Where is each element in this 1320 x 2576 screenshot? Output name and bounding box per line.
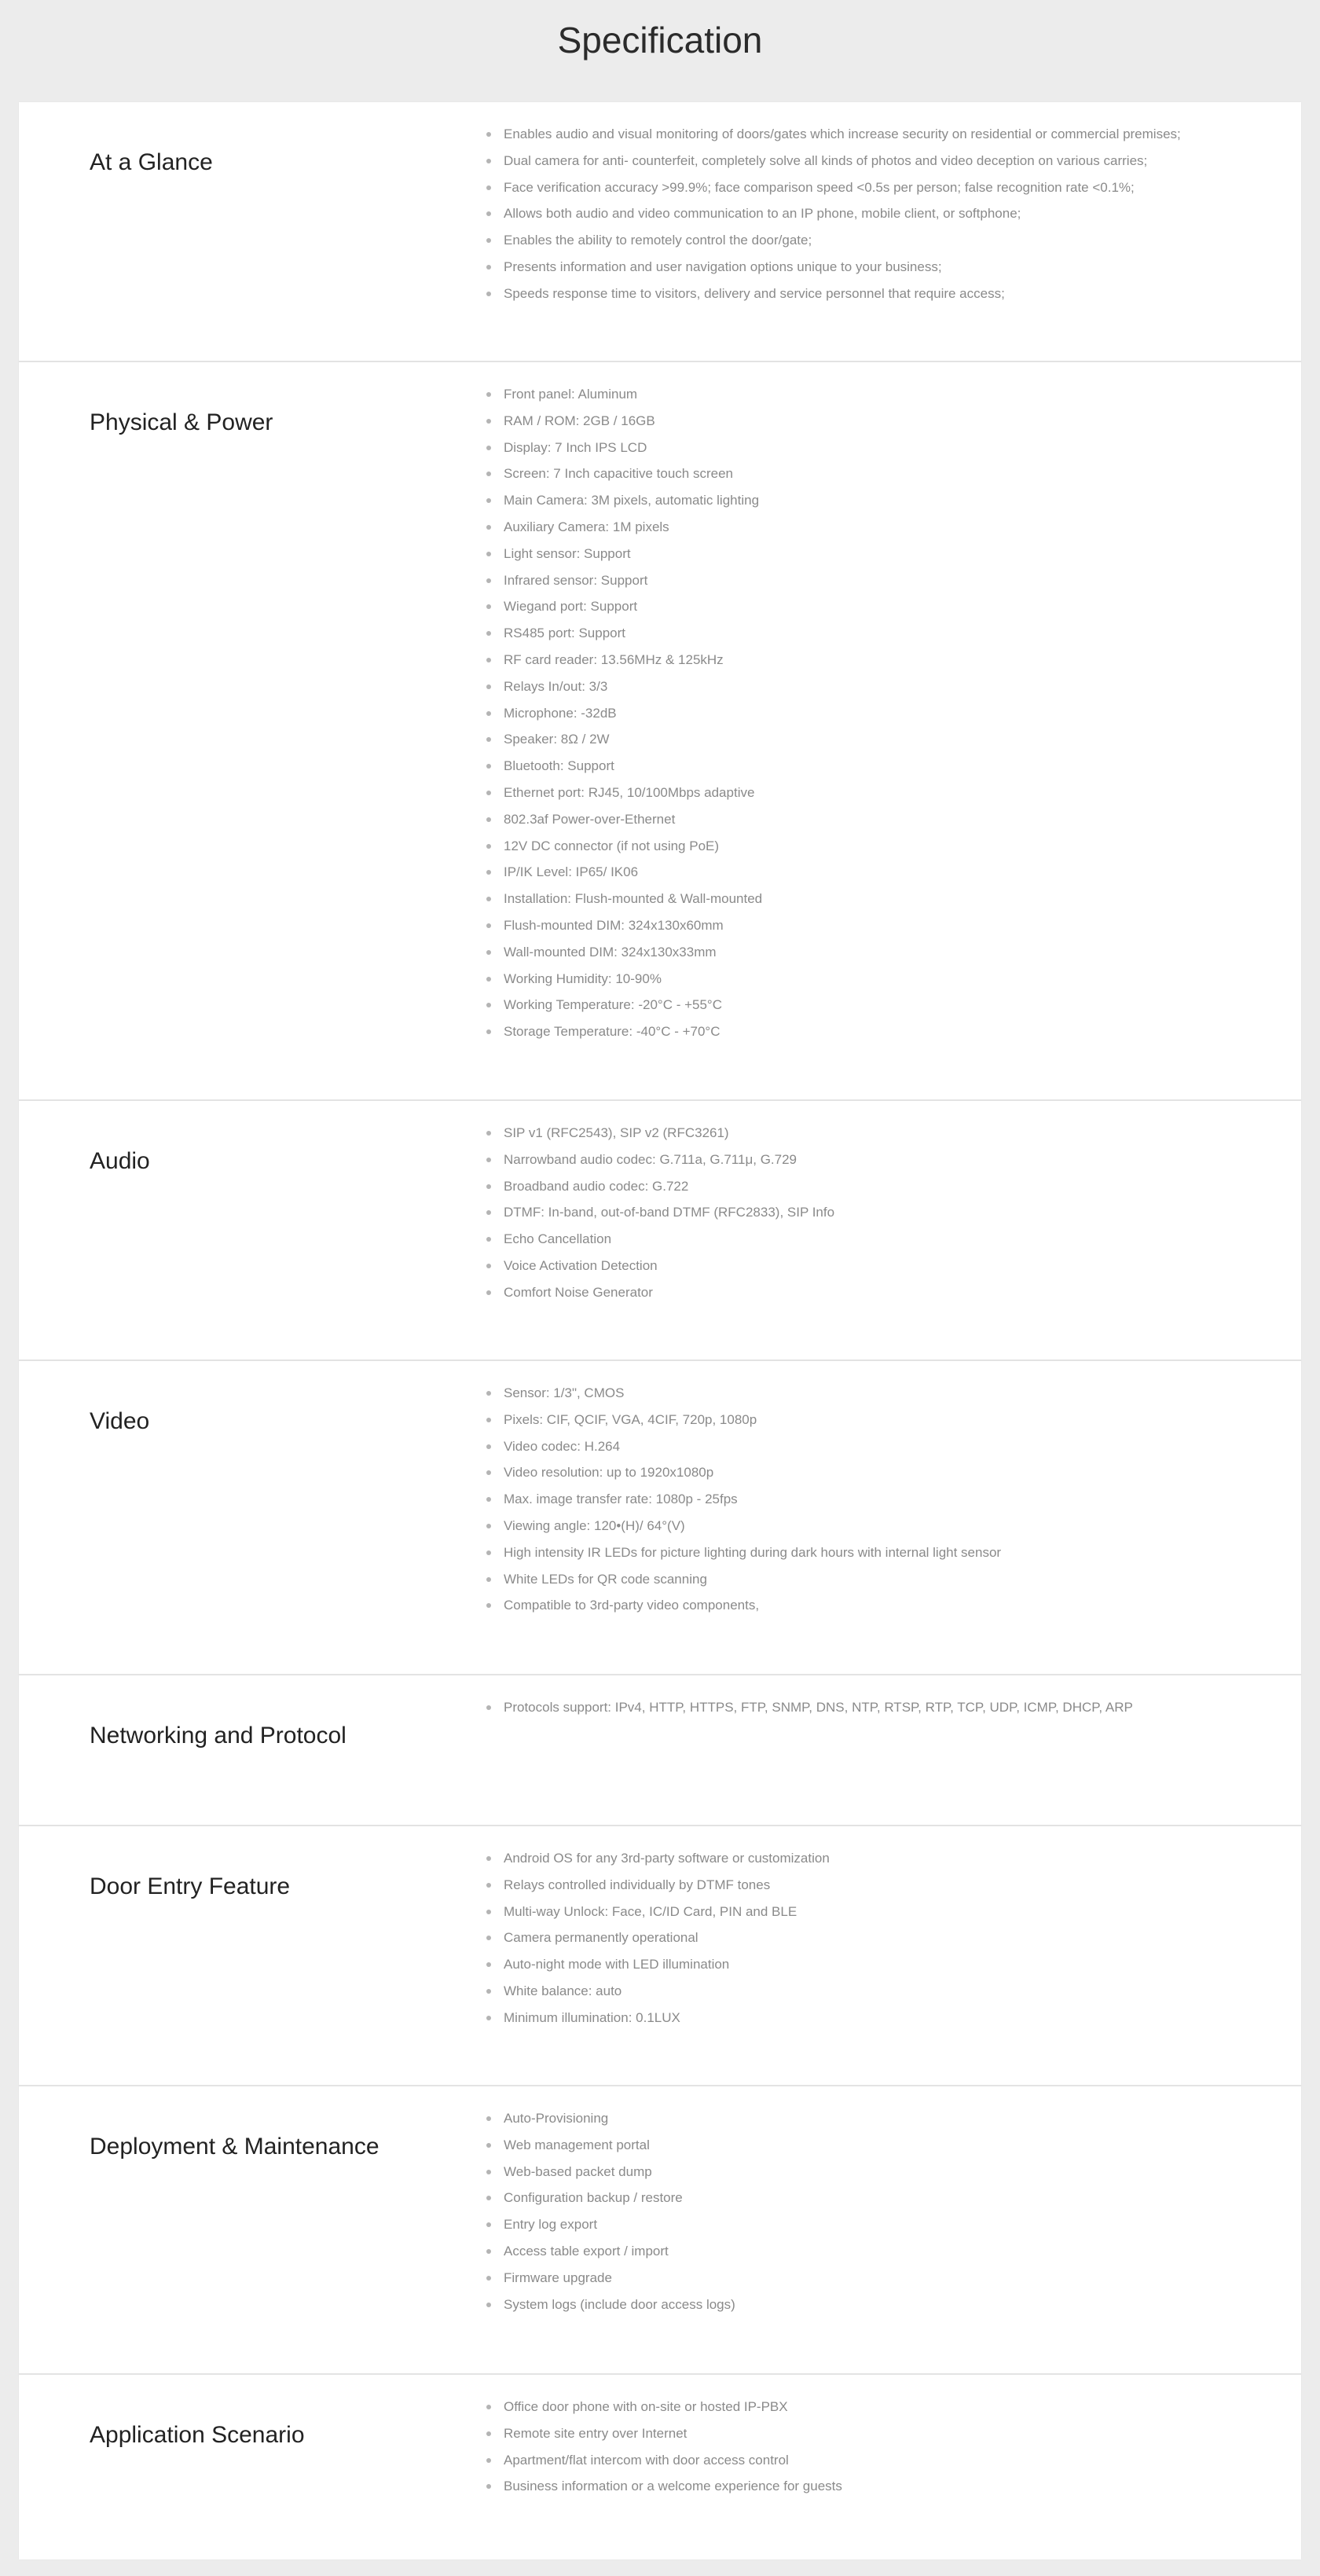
section-title: Deployment & Maintenance xyxy=(90,2134,380,2160)
list-item: Echo Cancellation xyxy=(504,1226,1301,1253)
list-item: Web management portal xyxy=(504,2132,1301,2159)
list-item: Working Temperature: -20°C - +55°C xyxy=(504,992,1301,1018)
list-item: Speaker: 8Ω / 2W xyxy=(504,726,1301,753)
list-item: Narrowband audio codec: G.711a, G.711μ, G.729 xyxy=(504,1147,1301,1173)
list-item: Business information or a welcome experience for guests xyxy=(504,2473,1301,2500)
list-item: Screen: 7 Inch capacitive touch screen xyxy=(504,461,1301,487)
list-item: Android OS for any 3rd-party software or customization xyxy=(504,1845,1301,1872)
list-item: Microphone: -32dB xyxy=(504,700,1301,727)
list-item: Relays In/out: 3/3 xyxy=(504,673,1301,700)
list-item: RAM / ROM: 2GB / 16GB xyxy=(504,408,1301,435)
list-item: RF card reader: 13.56MHz & 125kHz xyxy=(504,647,1301,673)
list-item: Max. image transfer rate: 1080p - 25fps xyxy=(504,1486,1301,1513)
feature-list xyxy=(413,362,1301,1099)
feature-list xyxy=(413,1361,1301,1674)
list-item: Pixels: CIF, QCIF, VGA, 4CIF, 720p, 1080p xyxy=(504,1407,1301,1433)
list-item: Dual camera for anti- counterfeit, completely solve all kinds of photos and video deception on various carries; xyxy=(504,148,1301,174)
list-item: Working Humidity: 10-90% xyxy=(504,966,1301,993)
list-item: Relays controlled individually by DTMF tones xyxy=(504,1872,1301,1899)
feature-list xyxy=(413,2086,1301,2373)
list-item: IP/IK Level: IP65/ IK06 xyxy=(504,859,1301,886)
list-item: Video codec: H.264 xyxy=(504,1433,1301,1460)
section-video xyxy=(19,1361,1301,1675)
list-item: Broadband audio codec: G.722 xyxy=(504,1173,1301,1200)
list-item: Main Camera: 3M pixels, automatic lighting xyxy=(504,487,1301,514)
list-item: SIP v1 (RFC2543), SIP v2 (RFC3261) xyxy=(504,1120,1301,1147)
list-item: Infrared sensor: Support xyxy=(504,567,1301,594)
specification-card xyxy=(19,102,1301,2559)
list-item: Storage Temperature: -40°C - +70°C xyxy=(504,1018,1301,1045)
list-item: Enables the ability to remotely control the door/gate; xyxy=(504,227,1301,254)
list-item: Auxiliary Camera: 1M pixels xyxy=(504,514,1301,541)
list-item: Installation: Flush-mounted & Wall-mounted xyxy=(504,886,1301,912)
feature-list xyxy=(413,102,1301,361)
section-door-entry-feature xyxy=(19,1826,1301,2086)
list-item: Protocols support: IPv4, HTTP, HTTPS, FTP, SNMP, DNS, NTP, RTSP, RTP, TCP, UDP, ICMP, DHCP, ARP xyxy=(504,1694,1301,1721)
section-deployment-maintenance xyxy=(19,2086,1301,2375)
list-item: Bluetooth: Support xyxy=(504,753,1301,780)
list-item: Web-based packet dump xyxy=(504,2159,1301,2185)
list-item: Access table export / import xyxy=(504,2238,1301,2265)
list-item: Light sensor: Support xyxy=(504,541,1301,567)
list-item: Entry log export xyxy=(504,2211,1301,2238)
list-item: Enables audio and visual monitoring of doors/gates which increase security on residential or commercial premises; xyxy=(504,121,1301,148)
section-title: Audio xyxy=(90,1148,150,1174)
list-item: System logs (include door access logs) xyxy=(504,2292,1301,2318)
list-item: Video resolution: up to 1920x1080p xyxy=(504,1459,1301,1486)
list-item: Viewing angle: 120•(H)/ 64°(V) xyxy=(504,1513,1301,1539)
feature-list xyxy=(413,1101,1301,1360)
feature-list xyxy=(413,2375,1301,2559)
list-item: High intensity IR LEDs for picture lighting during dark hours with internal light sensor xyxy=(504,1539,1301,1566)
feature-list xyxy=(413,1826,1301,2085)
list-item: DTMF: In-band, out-of-band DTMF (RFC2833), SIP Info xyxy=(504,1199,1301,1226)
list-item: 12V DC connector (if not using PoE) xyxy=(504,833,1301,860)
list-item: Allows both audio and video communication to an IP phone, mobile client, or softphone; xyxy=(504,200,1301,227)
list-item: White LEDs for QR code scanning xyxy=(504,1566,1301,1593)
page-title: Specification xyxy=(557,20,763,61)
list-item: Auto-Provisioning xyxy=(504,2105,1301,2132)
list-item: Voice Activation Detection xyxy=(504,1253,1301,1279)
section-title: Door Entry Feature xyxy=(90,1873,291,1899)
list-item: Presents information and user navigation options unique to your business; xyxy=(504,254,1301,281)
list-item: Auto-night mode with LED illumination xyxy=(504,1951,1301,1978)
section-title: Application Scenario xyxy=(90,2422,305,2448)
list-item: Compatible to 3rd-party video components, xyxy=(504,1592,1301,1619)
list-item: RS485 port: Support xyxy=(504,620,1301,647)
section-networking-protocol xyxy=(19,1675,1301,1826)
section-title: Networking and Protocol xyxy=(90,1723,346,1749)
list-item: 802.3af Power-over-Ethernet xyxy=(504,806,1301,833)
list-item: Flush-mounted DIM: 324x130x60mm xyxy=(504,912,1301,939)
feature-list xyxy=(413,1675,1301,1825)
section-at-a-glance xyxy=(19,102,1301,362)
section-audio xyxy=(19,1101,1301,1361)
section-title: At a Glance xyxy=(90,149,213,175)
list-item: Camera permanently operational xyxy=(504,1925,1301,1951)
section-application-scenario xyxy=(19,2375,1301,2559)
list-item: Speeds response time to visitors, delivery and service personnel that require access; xyxy=(504,281,1301,307)
list-item: White balance: auto xyxy=(504,1978,1301,2005)
list-item: Multi-way Unlock: Face, IC/ID Card, PIN and BLE xyxy=(504,1899,1301,1925)
section-physical-power xyxy=(19,362,1301,1101)
list-item: Apartment/flat intercom with door access control xyxy=(504,2447,1301,2474)
section-title: Physical & Power xyxy=(90,409,273,435)
list-item: Office door phone with on-site or hosted IP-PBX xyxy=(504,2394,1301,2420)
list-item: Sensor: 1/3", CMOS xyxy=(504,1380,1301,1407)
list-item: Wiegand port: Support xyxy=(504,593,1301,620)
list-item: Ethernet port: RJ45, 10/100Mbps adaptive xyxy=(504,780,1301,806)
list-item: Firmware upgrade xyxy=(504,2265,1301,2292)
list-item: Minimum illumination: 0.1LUX xyxy=(504,2005,1301,2031)
section-title: Video xyxy=(90,1408,150,1434)
list-item: Wall-mounted DIM: 324x130x33mm xyxy=(504,939,1301,966)
list-item: Remote site entry over Internet xyxy=(504,2420,1301,2447)
list-item: Comfort Noise Generator xyxy=(504,1279,1301,1306)
list-item: Front panel: Aluminum xyxy=(504,381,1301,408)
list-item: Configuration backup / restore xyxy=(504,2185,1301,2211)
list-item: Face verification accuracy >99.9%; face comparison speed <0.5s per person; false recognition rate <0.1%; xyxy=(504,174,1301,201)
list-item: Display: 7 Inch IPS LCD xyxy=(504,435,1301,461)
